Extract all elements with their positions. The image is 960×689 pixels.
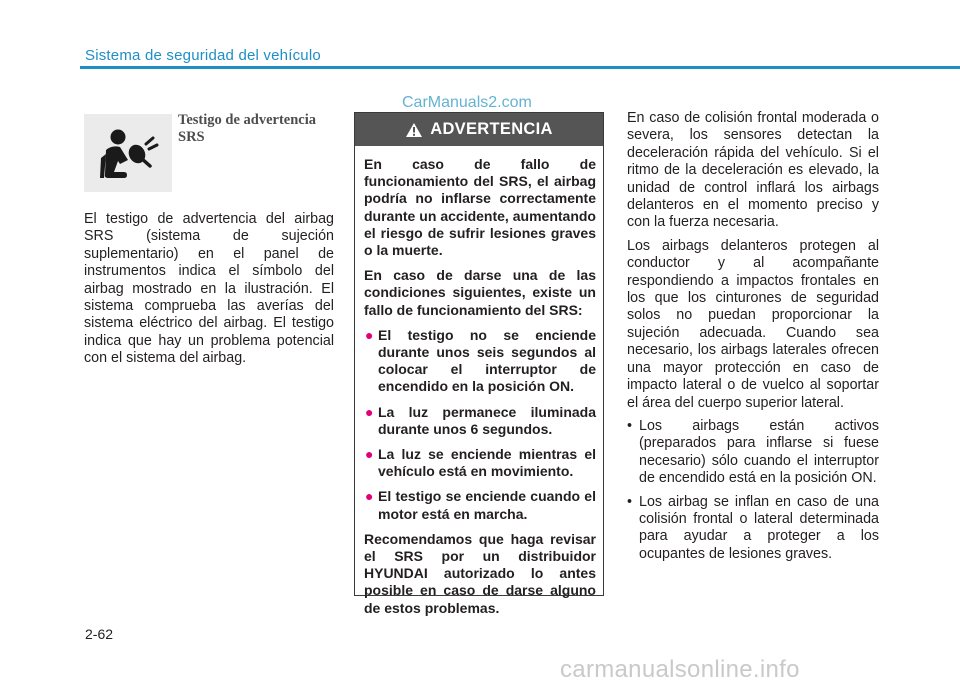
column1-text <box>84 211 334 368</box>
list-item: ● El testigo no se enciende durante unos seis segundos al colocar el interruptor de encendido en la posición ON. <box>365 326 596 395</box>
watermark-top: CarManuals2.com <box>402 94 532 111</box>
list-item: ● La luz permanece iluminada durante unos 6 segundos. <box>365 403 596 437</box>
bullet-icon: • <box>627 417 633 434</box>
page-number: 2-62 <box>85 626 114 642</box>
warning-box <box>354 112 604 616</box>
bullet-icon: ● <box>365 488 374 505</box>
bullet-icon: ● <box>365 446 374 463</box>
warning-paragraph-3: Recomendamos que haga revisar el SRS por un distribuidor HYUNDAI autorizado lo antes posible en caso de darse alguno de estos problemas. <box>364 530 596 616</box>
list-item: ● La luz se enciende mientras el vehículo está en movimiento. <box>365 446 596 480</box>
column3-paragraph-1: En caso de colisión frontal moderada o severa, los sensores detectan la deceleración rápida del vehículo. Si el ritmo de la deceleración es elevado, la unidad de control inflará los airbags delanteros en el momento preciso y con la fuerza necesaria. <box>627 110 879 231</box>
warning-body <box>355 146 603 617</box>
column3-text <box>627 110 879 569</box>
warning-header-label: ADVERTENCIA <box>430 120 553 138</box>
airbag-indicator-box <box>84 114 172 192</box>
column3-paragraph-2: Los airbags delanteros protegen al conductor y al acompañante respondiendo a impactos frontales en los que los cinturones de seguridad solos no puedan proporcionar la sujeción adecuada. Cuando sea necesario, los airbags laterales ofrecen una mayor protección en caso de impacto lateral o de vuelco al soportar el área del cuerpo superior lateral. <box>627 237 879 411</box>
watermark-bottom: carmanualsonline.info <box>560 656 800 683</box>
warning-paragraph-2: En caso de darse una de las condiciones siguientes, existe un fallo de funcionamiento del SRS: <box>364 267 596 318</box>
list-item: • Los airbag se inflan en caso de una colisión frontal o lateral determinada para ayudar a proteger a los ocupantes de lesiones graves. <box>627 493 879 562</box>
header-rule <box>80 66 960 69</box>
indicator-title: Testigo de advertencia SRS <box>178 112 317 145</box>
warning-paragraph-1: En caso de fallo de funcionamiento del SRS, el airbag podría no inflarse correctamente durante un accidente, aumentando el riesgo de sufrir lesiones graves o la muerte. <box>364 156 596 259</box>
warning-triangle-icon <box>405 122 423 138</box>
column1-paragraph: El testigo de advertencia del airbag SRS (sistema de sujeción suplementario) en el panel de instrumentos indica el símbolo del airbag mostrado en la ilustración. El sistema comprueba las averías del sistema eléctrico del airbag. El testigo indica que hay un problema potencial con el sistema del airbag. <box>84 211 334 367</box>
bullet-icon: ● <box>365 326 374 343</box>
bullet-icon: • <box>627 493 633 510</box>
section-title: Sistema de seguridad del vehículo <box>85 47 321 64</box>
warning-bullet-list <box>364 327 596 523</box>
warning-header <box>355 113 603 146</box>
column3-bullet-list <box>627 418 879 563</box>
list-item: ● El testigo se enciende cuando el motor está en marcha. <box>365 488 596 522</box>
airbag-warning-icon <box>84 114 172 192</box>
bullet-icon: ● <box>365 403 374 420</box>
list-item: • Los airbags están activos (preparados para inflarse si fuese necesario) sólo cuando el interruptor de encendido está en la posición ON. <box>627 417 879 487</box>
